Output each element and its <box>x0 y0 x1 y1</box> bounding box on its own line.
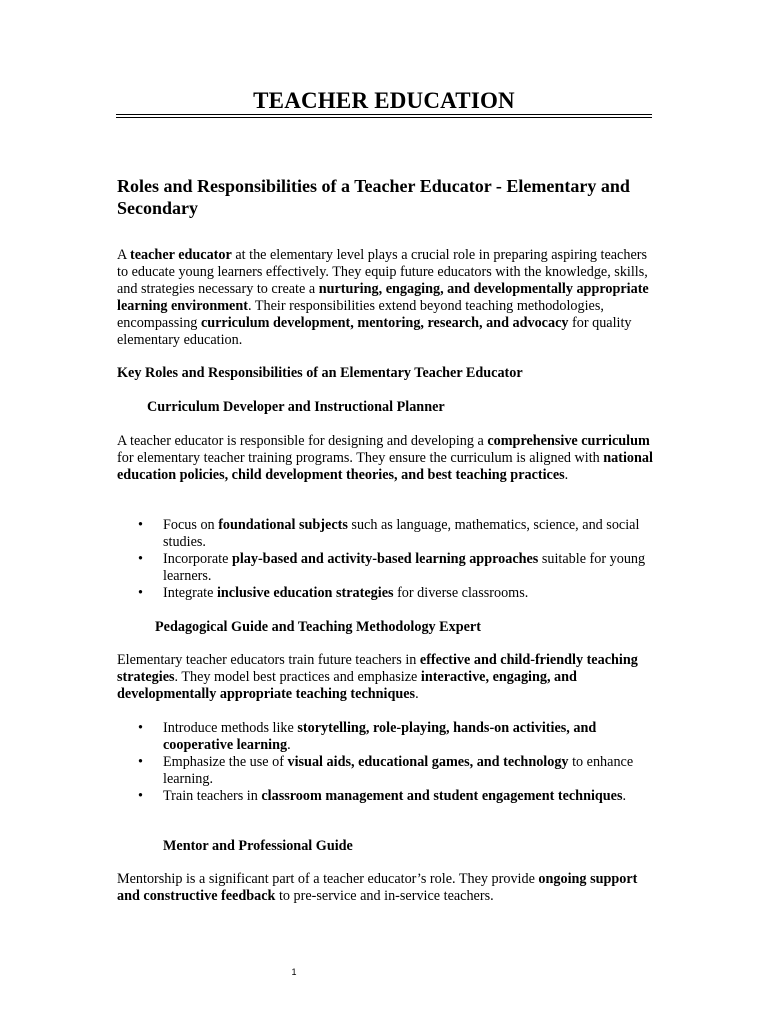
bullet-text: Train teachers in <box>163 788 262 804</box>
s2-bold-1: effective and child-friendly teaching strategies <box>117 652 638 685</box>
title-rule-top <box>116 114 652 115</box>
bullet-text: such as language, mathematics, science, and social studies. <box>163 517 640 550</box>
bullet-icon: • <box>138 720 143 736</box>
bullet-bold: inclusive education strategies <box>216 585 394 601</box>
intro-text-2: at the elementary level plays a crucial role in preparing aspiring teachers to educate young learners effectively. They equip future educators with the knowledge, skills, and strategies necessary to create a <box>117 247 648 297</box>
bullet-bold: foundational subjects <box>218 517 348 533</box>
section-heading: Roles and Responsibilities of a Teacher Educator - Elementary and Secondary <box>117 176 630 218</box>
bullet-text: Emphasize the use of <box>163 754 288 770</box>
section3-heading: Mentor and Professional Guide <box>163 838 353 854</box>
bullet-text: Introduce methods like <box>163 720 298 736</box>
bullet-icon: • <box>138 585 143 601</box>
s2-text-2: . They model best practices and emphasize <box>174 669 421 685</box>
list-item <box>117 551 653 585</box>
intro-text-3: . Their responsibilities extend beyond teaching methodologies, encompassing <box>117 298 604 331</box>
s1-text-1: A teacher educator is responsible for designing and developing a <box>117 433 488 449</box>
document-title: TEACHER EDUCATION <box>253 88 515 113</box>
s2-bold-2: interactive, engaging, and developmentally appropriate teaching techniques <box>117 669 577 702</box>
bullet-text: Integrate <box>163 585 217 601</box>
section3-paragraph <box>117 871 653 905</box>
page-number: 1 <box>291 967 297 977</box>
bullet-bold: storytelling, role-playing, hands-on activities, and cooperative learning <box>163 720 597 753</box>
s3-bold-1: ongoing support and constructive feedback <box>117 871 638 904</box>
intro-text-1: A <box>117 247 131 263</box>
bullet-icon: • <box>138 517 143 533</box>
bullet-text: Focus on <box>163 517 219 533</box>
key-roles-heading: Key Roles and Responsibilities of an Elementary Teacher Educator <box>117 365 523 381</box>
intro-paragraph <box>117 247 653 349</box>
list-item <box>117 754 653 788</box>
intro-bold-2: nurturing, engaging, and developmentally appropriate learning environment <box>117 281 649 314</box>
intro-text-4: for quality elementary education. <box>117 315 632 348</box>
list-item <box>117 517 653 551</box>
bullet-bold: classroom management and student engagement techniques <box>261 788 623 804</box>
s3-text-2: to pre-service and in-service teachers. <box>275 888 494 904</box>
intro-bold-3: curriculum development, mentoring, research, and advocacy <box>200 315 569 331</box>
bullet-bold: play-based and activity-based learning approaches <box>231 551 539 567</box>
bullet-text: for diverse classrooms. <box>393 585 529 601</box>
title-rule-bottom <box>116 117 652 118</box>
s2-text-1: Elementary teacher educators train future teachers in <box>117 652 420 668</box>
intro-bold-1: teacher educator <box>130 247 232 263</box>
bullet-text: to enhance learning. <box>163 754 634 787</box>
section1-paragraph <box>117 433 653 484</box>
bullet-icon: • <box>138 788 143 804</box>
bullet-text: Incorporate <box>163 551 232 567</box>
s2-text-3: . <box>415 686 419 702</box>
s1-bold-2: national education policies, child development theories, and best teaching practices <box>117 450 653 483</box>
list-item <box>117 720 653 754</box>
bullet-icon: • <box>138 754 143 770</box>
section1-heading: Curriculum Developer and Instructional Planner <box>147 399 445 415</box>
section2-paragraph <box>117 652 653 703</box>
s1-text-2: for elementary teacher training programs. They ensure the curriculum is aligned with <box>117 450 604 466</box>
list-item <box>117 788 653 805</box>
list-item <box>117 585 653 602</box>
s1-bold-1: comprehensive curriculum <box>487 433 650 449</box>
section2-heading: Pedagogical Guide and Teaching Methodology Expert <box>155 619 481 635</box>
bullet-icon: • <box>138 551 143 567</box>
bullet-bold: visual aids, educational games, and technology <box>287 754 569 770</box>
s1-text-3: . <box>564 467 569 483</box>
section1-bullet-list <box>117 517 653 602</box>
bullet-text: . <box>287 737 291 753</box>
bullet-text: . <box>622 788 627 804</box>
section2-bullet-list <box>117 720 653 805</box>
s3-text-1: Mentorship is a significant part of a teacher educator’s role. They provide <box>117 871 539 887</box>
bullet-text: suitable for young learners. <box>163 551 646 584</box>
